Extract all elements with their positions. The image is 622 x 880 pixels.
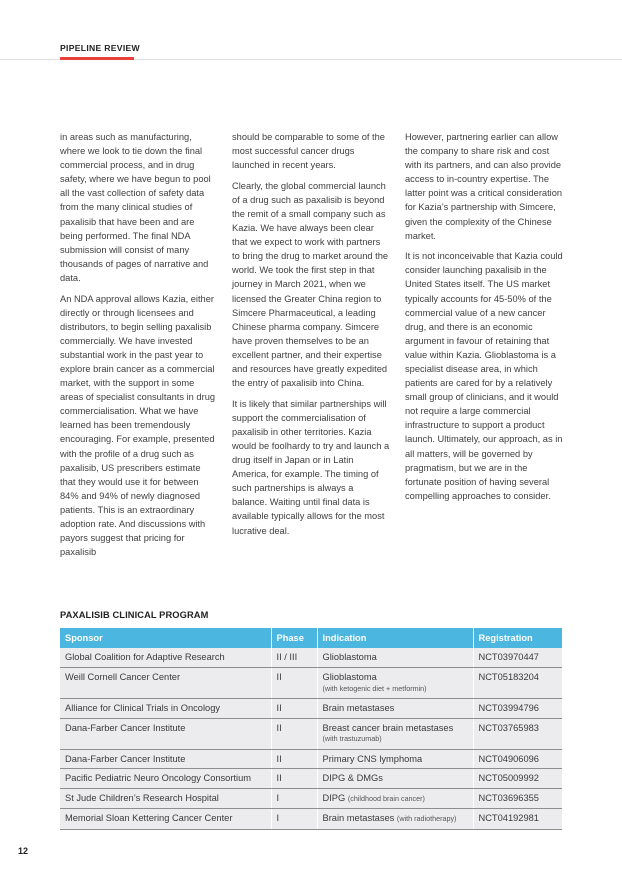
registration-cell: NCT05009992: [473, 769, 562, 789]
table-row: [60, 648, 562, 668]
indication-text: Brain metastases: [322, 703, 395, 713]
indication-cell: [317, 809, 473, 830]
indication-text: Primary CNS lymphoma: [322, 753, 423, 764]
indication-cell: [317, 788, 473, 809]
registration-cell: NCT05183204: [473, 668, 562, 699]
registration-cell: NCT04192981: [473, 809, 562, 830]
sponsor-cell: Global Coalition for Adaptive Research: [60, 648, 271, 668]
indication-cell: [317, 769, 473, 789]
indication-note: (childhood brain cancer): [347, 793, 425, 803]
sponsor-cell: Dana-Farber Cancer Institute: [60, 749, 271, 769]
column-header-indication: Indication: [317, 628, 473, 648]
table-row: [60, 699, 562, 719]
sponsor-cell: Weill Cornell Cancer Center: [60, 668, 271, 699]
paragraph: It is not inconceivable that Kazia could consider launching paxalisib in the United States itself. The US market typically accounts for 45-50% of the commercial value of a new cancer drug, and there is an economic argument in favour of retaining that value within Kazia. Glioblastoma is a specialist disease area, in which patients are cared for by a relatively small group of clinicians, and it would not require a large commercial infrastructure to support a product launch. Ultimately, our approach, as in all matters, will be governed by pragmatism, but we are in the fortunate position of having several compelling approaches to consider.: [405, 251, 563, 501]
paragraph: in areas such as manufacturing, where we look to tie down the final commercial process, and in drug safety, where we have begun to pool all the vast collection of safety data from the many clinical studies of paxalisib that have been and are being performed. The final NDA submission will consist of many thousands of pages of narrative and data.: [60, 132, 211, 283]
phase-cell: II: [271, 718, 317, 749]
indication-text: Glioblastoma: [322, 652, 377, 662]
indication-cell: [317, 749, 473, 769]
section-label: PIPELINE REVIEW: [60, 43, 140, 53]
indication-cell: [317, 668, 473, 699]
phase-cell: II: [271, 699, 317, 719]
column-header-sponsor: Sponsor: [60, 628, 271, 648]
sponsor-cell: Pacific Pediatric Neuro Oncology Consortium: [60, 769, 271, 789]
indication-text: DIPG & DMGs: [322, 773, 383, 783]
paragraph: Clearly, the global commercial launch of a drug such as paxalisib is beyond the remit of a small company such as Kazia. We have always been clear that we expect to work with partners to bring the drug to market around the world. We took the first step in that journey in March 2021, when we licensed the Greater China region to Simcere Pharmaceutical, a leading Chinese pharma company. Simcere have proven themselves to be an excellent partner, and their expertise and resources have greatly expedited the entry of paxalisib into China.: [232, 180, 389, 389]
indication-cell: [317, 699, 473, 719]
registration-cell: NCT03994796: [473, 699, 562, 719]
phase-cell: II / III: [271, 648, 317, 668]
text-column-3: [405, 130, 563, 509]
phase-cell: II: [271, 749, 317, 769]
table-title: PAXALISIB CLINICAL PROGRAM: [60, 610, 209, 620]
indication-note: (with trastuzumab): [322, 734, 382, 743]
table-row: [60, 749, 562, 769]
column-header-registration: Registration: [473, 628, 562, 648]
page-number: 12: [18, 846, 29, 856]
phase-cell: II: [271, 769, 317, 789]
indication-text: Brain metastases: [322, 813, 395, 823]
indication-note: (with radiotherapy): [396, 814, 457, 823]
indication-cell: [317, 648, 473, 668]
table-header-row: [60, 628, 562, 648]
indication-note: (with ketogenic diet + metformin): [322, 683, 427, 693]
table-row: [60, 718, 562, 749]
paragraph: An NDA approval allows Kazia, either directly or through licensees and distributors, to begin selling paxalisib commercially. We have invested substantial work in the past year to explore brain cancer as a commercial market, with the support in some areas of specialist consultants in drug commercialisation. What we have learned has been tremendously encouraging. For example, presented with the profile of a drug such as paxalisib, US prescribers estimate that they would use it for between 84% and 94% of newly diagnosed patients. This is an extraordinary adoption rate. And discussions with payors suggest that pricing for paxalisib: [60, 293, 216, 558]
indication-text: Glioblastoma: [322, 672, 377, 682]
registration-cell: NCT04906096: [473, 749, 562, 769]
sponsor-cell: Alliance for Clinical Trials in Oncology: [60, 699, 271, 719]
paragraph: It is likely that similar partnerships will support the commercialisation of paxalisib in other territories. Kazia would be foolhardy to try and launch a drug itself in Japan or in Latin America, for example. The timing of such partnerships is always a balance. Waiting until final data is available typically allows for the most lucrative deal.: [232, 398, 390, 536]
registration-cell: NCT03765983: [473, 718, 562, 749]
sponsor-cell: Dana-Farber Cancer Institute: [60, 718, 271, 749]
sponsor-cell: Memorial Sloan Kettering Cancer Center: [60, 809, 271, 830]
paragraph: However, partnering earlier can allow the company to share risk and cost with its partners, and can also provide access to in-country expertise. The latter point was a critical consideration for Kazia’s partnership with Simcere, given the complexity of the Chinese market.: [405, 132, 563, 241]
table-row: [60, 788, 562, 809]
phase-cell: I: [271, 788, 317, 809]
sponsor-cell: St Jude Children’s Research Hospital: [60, 788, 271, 809]
clinical-program-table: [60, 628, 562, 830]
registration-cell: NCT03696355: [473, 788, 562, 809]
indication-text: Breast cancer brain metastases: [322, 722, 454, 733]
text-column-2: [232, 130, 390, 544]
indication-cell: [317, 718, 473, 749]
phase-cell: II: [271, 668, 317, 699]
phase-cell: I: [271, 809, 317, 830]
table-row: [60, 668, 562, 699]
table-row: [60, 769, 562, 789]
section-underline: [60, 57, 134, 60]
column-header-phase: Phase: [271, 628, 317, 648]
table-row: [60, 809, 562, 830]
indication-text: DIPG: [322, 792, 346, 803]
registration-cell: NCT03970447: [473, 648, 562, 668]
paragraph: should be comparable to some of the most successful cancer drugs launched in recent years.: [232, 132, 385, 171]
page-header: [0, 0, 622, 60]
text-column-1: [60, 130, 218, 566]
